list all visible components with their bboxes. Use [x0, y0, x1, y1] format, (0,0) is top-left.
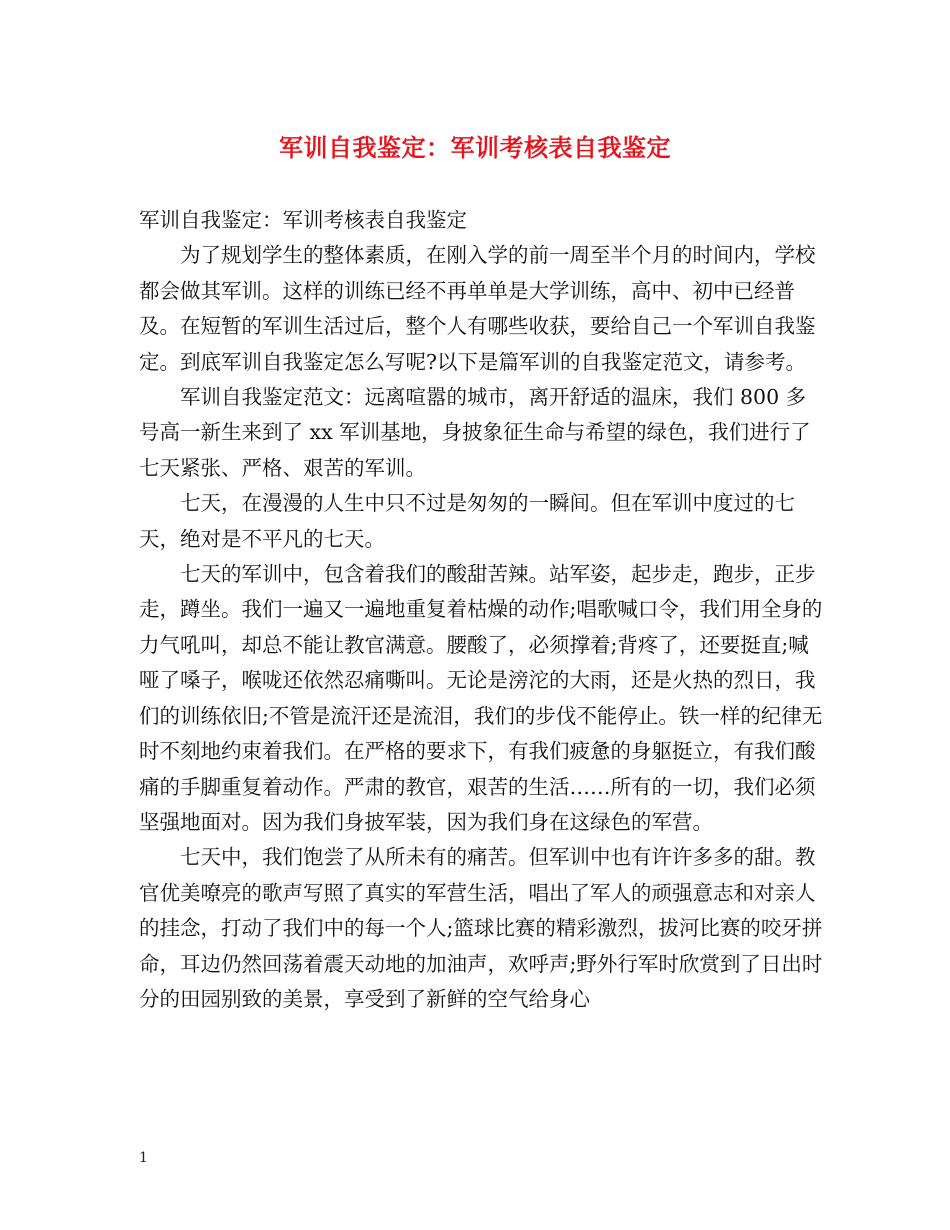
paragraph-hardships: 七天的军训中，包含着我们的酸甜苦辣。站军姿，起步走，跑步，正步走，蹲坐。我们一遍又一遍地重复着枯燥的动作;唱歌喊口令，我们用全身的力气吼叫，却总不能让教官满意。腰酸了，必须撑着;背疼了，还要挺直;喊哑了嗓子，喉咙还依然忍痛嘶叫。无论是滂沱的大雨，还是火热的烈日，我们的训练依旧;不管是流汗还是流泪，我们的步伐不能停止。铁一样的纪律无时不刻地约束着我们。在严格的要求下，有我们疲惫的身躯挺立，有我们酸痛的手脚重复着动作。严肃的教官，艰苦的生活……所有的一切，我们必须坚强地面对。因为我们身披军装，因为我们身在这绿色的军营。	[139, 562, 823, 834]
subtitle-line: 军训自我鉴定：军训考核表自我鉴定	[139, 208, 467, 232]
paragraph-intro: 为了规划学生的整体素质，在刚入学的前一周至半个月的时间内，学校都会做其军训。这样的训练已经不再单单是大学训练，高中、初中已经普及。在短暂的军训生活过后，整个人有哪些收获，要给自己一个军训自我鉴定。到底军训自我鉴定怎么写呢?以下是篇军训的自我鉴定范文，请参考。	[139, 243, 816, 374]
paragraph-seven-days: 七天，在漫漫的人生中只不过是匆匆的一瞬间。但在军训中度过的七天，绝对是不平凡的七天。	[139, 491, 795, 551]
page-title: 军训自我鉴定：军训考核表自我鉴定	[279, 133, 671, 162]
document-body	[139, 203, 825, 1017]
paragraph-sample-start: 军训自我鉴定范文：远离喧嚣的城市，离开舒适的温床，我们 800 多号高一新生来到了 xx 军训基地，身披象征生命与希望的绿色，我们进行了七天紧张、严格、艰苦的军训。	[139, 385, 811, 480]
page-number: 1	[139, 1150, 148, 1166]
paragraph-sweetness: 七天中，我们饱尝了从所未有的痛苦。但军训中也有许许多多的甜。教官优美嘹亮的歌声写照了真实的军营生活，唱出了军人的顽强意志和对亲人的挂念，打动了我们中的每一个人;篮球比赛的精彩激烈，拔河比赛的咬牙拼命，耳边仍然回荡着震天动地的加油声，欢呼声;野外行军时欣赏到了日出时分的田园别致的美景，享受到了新鲜的空气给身心	[139, 845, 823, 1011]
